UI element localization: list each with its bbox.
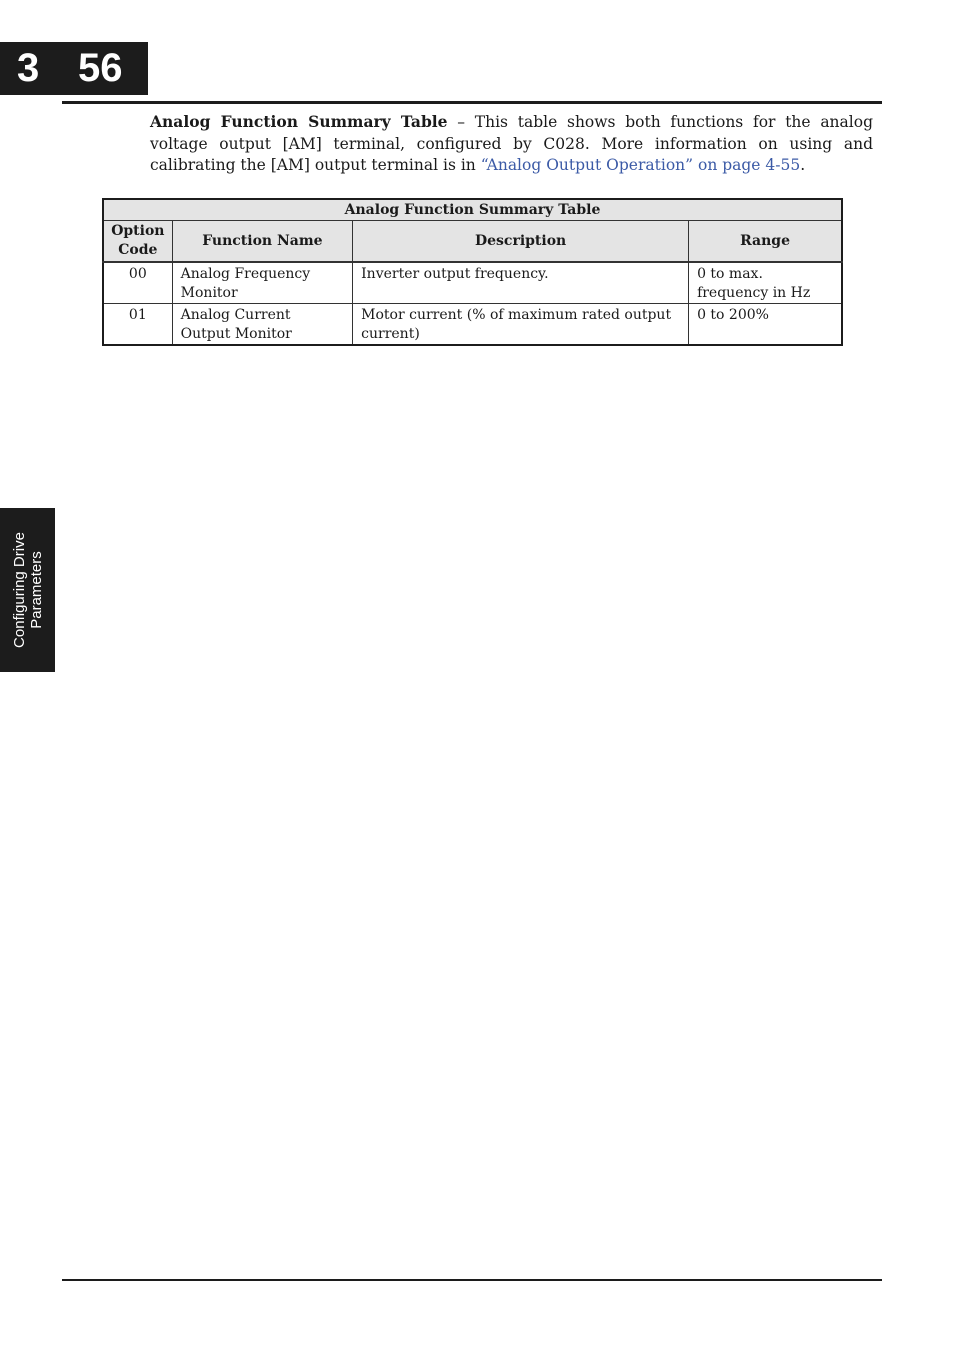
analog-function-summary-table (102, 198, 843, 346)
chapter-page-tab (0, 42, 148, 95)
cell-function-name-line1: Analog Current (180, 307, 291, 323)
cell-description (353, 304, 689, 346)
table-header-row (103, 221, 842, 263)
cell-function-name (172, 262, 352, 304)
header-option-code (103, 221, 172, 263)
intro-paragraph (150, 111, 873, 177)
cell-description-line1: Inverter output frequency. (361, 266, 549, 282)
cell-option-code: 00 (103, 262, 172, 304)
cell-description-line1: Motor current (% of maximum rated output (361, 307, 672, 323)
cell-function-name-line2: Output Monitor (180, 326, 292, 342)
cell-option-code: 01 (103, 304, 172, 346)
page-number: 56 (78, 46, 123, 90)
intro-body: – This table shows both functions for the analog voltage output [AM] terminal, configured by C028. More information on using and calibrating the [AM] output terminal is in (150, 113, 873, 174)
section-side-tab (0, 508, 55, 672)
intro-lead: Analog Function Summary Table (150, 112, 448, 131)
cell-description (353, 262, 689, 304)
header-rule (62, 101, 882, 104)
footer-rule (62, 1279, 882, 1281)
header-option-code-line2: Code (118, 242, 158, 258)
intro-tail: . (800, 156, 806, 174)
cell-range-line1: 0 to 200% (697, 307, 769, 323)
cell-function-name-line2: Monitor (180, 285, 238, 301)
cell-range (689, 304, 842, 346)
header-function-name: Function Name (172, 221, 352, 263)
cell-range-line2: frequency in Hz (697, 285, 811, 301)
table-row (103, 262, 842, 304)
table-caption-row (103, 199, 842, 221)
table-caption: Analog Function Summary Table (103, 199, 842, 221)
header-range: Range (689, 221, 842, 263)
cell-range (689, 262, 842, 304)
cell-range-line1: 0 to max. (697, 266, 763, 282)
side-tab-line1: Configuring Drive (10, 532, 28, 648)
chapter-number: 3 (17, 46, 40, 90)
cell-function-name-line1: Analog Frequency (180, 266, 311, 282)
header-option-code-line1: Option (111, 223, 165, 239)
cell-function-name (172, 304, 352, 346)
side-tab-line2: Parameters (27, 551, 45, 629)
side-tab-label (11, 508, 45, 672)
table-row (103, 304, 842, 346)
cross-reference-link[interactable]: “Analog Output Operation” on page 4-55 (480, 156, 801, 174)
cell-description-line2: current) (361, 326, 420, 342)
header-description: Description (353, 221, 689, 263)
